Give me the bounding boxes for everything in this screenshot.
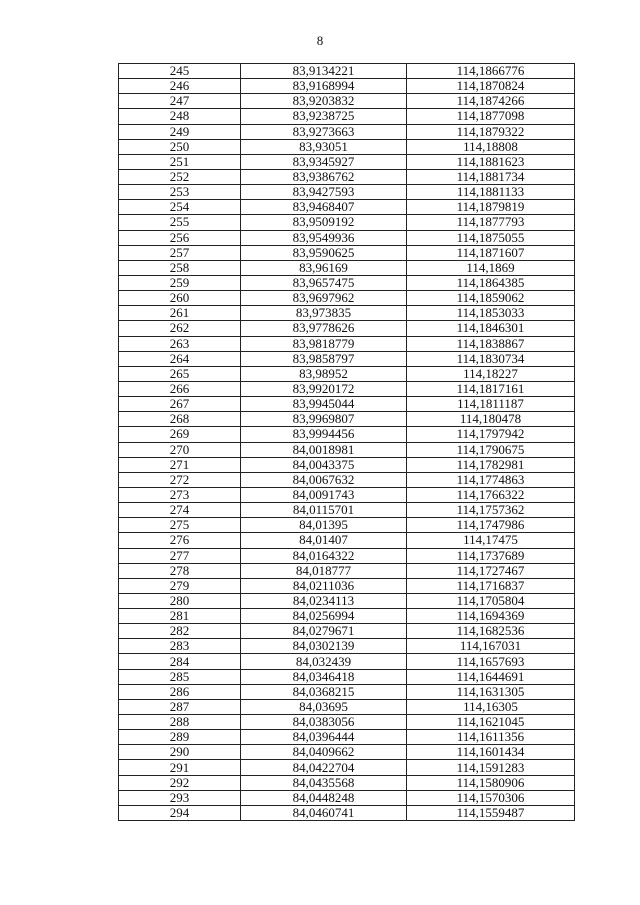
point-number-cell: 245 <box>119 64 241 79</box>
point-number-cell: 283 <box>119 639 241 654</box>
coordinate-y-cell: 114,1870824 <box>407 79 575 94</box>
point-number-cell: 277 <box>119 548 241 563</box>
point-number-cell: 266 <box>119 381 241 396</box>
coordinate-y-cell: 114,1737689 <box>407 548 575 563</box>
table-row <box>119 215 575 230</box>
table-row <box>119 563 575 578</box>
coordinate-y-cell: 114,1869 <box>407 260 575 275</box>
coordinate-y-cell: 114,1866776 <box>407 64 575 79</box>
coordinate-x-cell: 84,0368215 <box>241 684 407 699</box>
table-row <box>119 381 575 396</box>
table-row <box>119 64 575 79</box>
point-number-cell: 288 <box>119 715 241 730</box>
table-row <box>119 442 575 457</box>
coordinate-x-cell: 84,032439 <box>241 654 407 669</box>
coordinate-x-cell: 83,9920172 <box>241 381 407 396</box>
table-row <box>119 230 575 245</box>
coordinate-x-cell: 83,9945044 <box>241 397 407 412</box>
table-row <box>119 412 575 427</box>
coordinate-x-cell: 84,0448248 <box>241 790 407 805</box>
table-row <box>119 109 575 124</box>
coordinate-x-cell: 84,018777 <box>241 563 407 578</box>
coordinate-y-cell: 114,1864385 <box>407 275 575 290</box>
coordinate-x-cell: 83,9386762 <box>241 169 407 184</box>
coordinate-y-cell: 114,1774863 <box>407 472 575 487</box>
coordinate-y-cell: 114,1797942 <box>407 427 575 442</box>
coordinate-x-cell: 83,9697962 <box>241 291 407 306</box>
coordinate-y-cell: 114,1877793 <box>407 215 575 230</box>
coordinate-x-cell: 84,01395 <box>241 518 407 533</box>
table-row <box>119 94 575 109</box>
point-number-cell: 263 <box>119 336 241 351</box>
coordinate-x-cell: 84,0302139 <box>241 639 407 654</box>
coordinate-x-cell: 83,9994456 <box>241 427 407 442</box>
coordinate-x-cell: 84,0091743 <box>241 487 407 502</box>
coordinate-y-cell: 114,1757362 <box>407 503 575 518</box>
point-number-cell: 253 <box>119 185 241 200</box>
table-body <box>119 64 575 821</box>
point-number-cell: 269 <box>119 427 241 442</box>
coordinate-x-cell: 83,9238725 <box>241 109 407 124</box>
coordinate-y-cell: 114,1874266 <box>407 94 575 109</box>
table-row <box>119 306 575 321</box>
coordinate-x-cell: 84,0115701 <box>241 503 407 518</box>
table-row <box>119 291 575 306</box>
coordinate-y-cell: 114,1570306 <box>407 790 575 805</box>
coordinate-x-cell: 84,0164322 <box>241 548 407 563</box>
table-row <box>119 366 575 381</box>
table-row <box>119 805 575 820</box>
coordinate-x-cell: 83,9590625 <box>241 245 407 260</box>
coordinate-y-cell: 114,1838867 <box>407 336 575 351</box>
point-number-cell: 286 <box>119 684 241 699</box>
table-row <box>119 336 575 351</box>
coordinate-y-cell: 114,1846301 <box>407 321 575 336</box>
coordinate-x-cell: 83,9818779 <box>241 336 407 351</box>
point-number-cell: 284 <box>119 654 241 669</box>
table-row <box>119 669 575 684</box>
coordinate-x-cell: 84,0279671 <box>241 624 407 639</box>
point-number-cell: 246 <box>119 79 241 94</box>
point-number-cell: 289 <box>119 730 241 745</box>
point-number-cell: 275 <box>119 518 241 533</box>
coordinate-y-cell: 114,1830734 <box>407 351 575 366</box>
table-row <box>119 745 575 760</box>
table-row <box>119 609 575 624</box>
coordinate-x-cell: 83,9969807 <box>241 412 407 427</box>
table-row <box>119 321 575 336</box>
point-number-cell: 281 <box>119 609 241 624</box>
table-row <box>119 124 575 139</box>
table-row <box>119 260 575 275</box>
coordinate-x-cell: 84,0460741 <box>241 805 407 820</box>
point-number-cell: 278 <box>119 563 241 578</box>
coordinate-y-cell: 114,1644691 <box>407 669 575 684</box>
coordinate-y-cell: 114,1879819 <box>407 200 575 215</box>
table-row <box>119 639 575 654</box>
table-row <box>119 457 575 472</box>
coordinate-x-cell: 84,03695 <box>241 699 407 714</box>
point-number-cell: 273 <box>119 487 241 502</box>
coordinate-y-cell: 114,180478 <box>407 412 575 427</box>
coordinate-y-cell: 114,1879322 <box>407 124 575 139</box>
point-number-cell: 276 <box>119 533 241 548</box>
coordinate-x-cell: 83,96169 <box>241 260 407 275</box>
coordinate-x-cell: 83,9345927 <box>241 154 407 169</box>
table-row <box>119 169 575 184</box>
coordinate-x-cell: 84,0435568 <box>241 775 407 790</box>
coordinate-y-cell: 114,1727467 <box>407 563 575 578</box>
page-number: 8 <box>316 33 324 48</box>
table-row <box>119 533 575 548</box>
table-row <box>119 684 575 699</box>
coordinate-x-cell: 84,0422704 <box>241 760 407 775</box>
point-number-cell: 264 <box>119 351 241 366</box>
coordinate-y-cell: 114,1853033 <box>407 306 575 321</box>
coordinate-y-cell: 114,1881734 <box>407 169 575 184</box>
point-number-cell: 293 <box>119 790 241 805</box>
point-number-cell: 267 <box>119 397 241 412</box>
coordinate-x-cell: 84,0383056 <box>241 715 407 730</box>
coordinate-y-cell: 114,1657693 <box>407 654 575 669</box>
coordinate-x-cell: 83,9468407 <box>241 200 407 215</box>
point-number-cell: 258 <box>119 260 241 275</box>
coordinate-y-cell: 114,1881133 <box>407 185 575 200</box>
table-row <box>119 185 575 200</box>
coordinate-y-cell: 114,1811187 <box>407 397 575 412</box>
coordinate-x-cell: 84,0067632 <box>241 472 407 487</box>
table-row <box>119 578 575 593</box>
point-number-cell: 250 <box>119 139 241 154</box>
coordinate-y-cell: 114,1881623 <box>407 154 575 169</box>
point-number-cell: 271 <box>119 457 241 472</box>
point-number-cell: 287 <box>119 699 241 714</box>
table-row <box>119 275 575 290</box>
coordinate-y-cell: 114,1580906 <box>407 775 575 790</box>
coordinate-y-cell: 114,1621045 <box>407 715 575 730</box>
coordinate-x-cell: 83,9509192 <box>241 215 407 230</box>
table-row <box>119 624 575 639</box>
point-number-cell: 247 <box>119 94 241 109</box>
coordinate-x-cell: 84,01407 <box>241 533 407 548</box>
coordinate-y-cell: 114,1682536 <box>407 624 575 639</box>
coordinate-x-cell: 83,9134221 <box>241 64 407 79</box>
coordinate-x-cell: 83,98952 <box>241 366 407 381</box>
table-row <box>119 351 575 366</box>
point-number-cell: 291 <box>119 760 241 775</box>
point-number-cell: 274 <box>119 503 241 518</box>
point-number-cell: 256 <box>119 230 241 245</box>
table-row <box>119 472 575 487</box>
coordinate-x-cell: 84,0043375 <box>241 457 407 472</box>
point-number-cell: 260 <box>119 291 241 306</box>
coordinate-y-cell: 114,1859062 <box>407 291 575 306</box>
table-row <box>119 245 575 260</box>
point-number-cell: 257 <box>119 245 241 260</box>
point-number-cell: 292 <box>119 775 241 790</box>
coordinate-y-cell: 114,1631305 <box>407 684 575 699</box>
coordinate-x-cell: 84,0211036 <box>241 578 407 593</box>
coordinate-x-cell: 83,9168994 <box>241 79 407 94</box>
coordinate-y-cell: 114,1747986 <box>407 518 575 533</box>
coordinate-y-cell: 114,1782981 <box>407 457 575 472</box>
table-row <box>119 699 575 714</box>
point-number-cell: 249 <box>119 124 241 139</box>
point-number-cell: 255 <box>119 215 241 230</box>
table-row <box>119 200 575 215</box>
point-number-cell: 290 <box>119 745 241 760</box>
point-number-cell: 261 <box>119 306 241 321</box>
table-row <box>119 397 575 412</box>
coordinate-x-cell: 83,9657475 <box>241 275 407 290</box>
table-row <box>119 139 575 154</box>
coordinate-x-cell: 83,9427593 <box>241 185 407 200</box>
coordinate-y-cell: 114,1817161 <box>407 381 575 396</box>
point-number-cell: 270 <box>119 442 241 457</box>
coordinate-y-cell: 114,1559487 <box>407 805 575 820</box>
coordinate-x-cell: 83,9778626 <box>241 321 407 336</box>
table-row <box>119 593 575 608</box>
coordinate-y-cell: 114,1766322 <box>407 487 575 502</box>
table-row <box>119 790 575 805</box>
coordinate-x-cell: 84,0018981 <box>241 442 407 457</box>
table-row <box>119 775 575 790</box>
point-number-cell: 265 <box>119 366 241 381</box>
coordinate-y-cell: 114,17475 <box>407 533 575 548</box>
table-row <box>119 154 575 169</box>
coordinate-x-cell: 84,0396444 <box>241 730 407 745</box>
point-number-cell: 259 <box>119 275 241 290</box>
table-row <box>119 760 575 775</box>
coordinate-y-cell: 114,1875055 <box>407 230 575 245</box>
table-row <box>119 548 575 563</box>
coordinate-y-cell: 114,1705804 <box>407 593 575 608</box>
coordinate-x-cell: 84,0409662 <box>241 745 407 760</box>
coordinate-y-cell: 114,1601434 <box>407 745 575 760</box>
point-number-cell: 279 <box>119 578 241 593</box>
coordinate-y-cell: 114,1611356 <box>407 730 575 745</box>
coordinate-y-cell: 114,1591283 <box>407 760 575 775</box>
point-number-cell: 248 <box>119 109 241 124</box>
point-number-cell: 285 <box>119 669 241 684</box>
point-number-cell: 282 <box>119 624 241 639</box>
coordinate-y-cell: 114,167031 <box>407 639 575 654</box>
coordinate-x-cell: 84,0234113 <box>241 593 407 608</box>
point-number-cell: 254 <box>119 200 241 215</box>
coordinate-y-cell: 114,1694369 <box>407 609 575 624</box>
table-row <box>119 715 575 730</box>
coordinate-x-cell: 83,9203832 <box>241 94 407 109</box>
coordinate-y-cell: 114,16305 <box>407 699 575 714</box>
point-number-cell: 262 <box>119 321 241 336</box>
coordinate-x-cell: 83,9858797 <box>241 351 407 366</box>
coordinate-x-cell: 84,0346418 <box>241 669 407 684</box>
point-number-cell: 252 <box>119 169 241 184</box>
point-number-cell: 294 <box>119 805 241 820</box>
coordinate-x-cell: 83,9273663 <box>241 124 407 139</box>
table-row <box>119 79 575 94</box>
table-row <box>119 427 575 442</box>
coordinate-x-cell: 83,973835 <box>241 306 407 321</box>
table-row <box>119 730 575 745</box>
point-number-cell: 251 <box>119 154 241 169</box>
coordinate-x-cell: 83,9549936 <box>241 230 407 245</box>
coordinate-y-cell: 114,1877098 <box>407 109 575 124</box>
table-row <box>119 654 575 669</box>
coordinate-x-cell: 84,0256994 <box>241 609 407 624</box>
coordinate-x-cell: 83,93051 <box>241 139 407 154</box>
coordinate-y-cell: 114,18227 <box>407 366 575 381</box>
coordinate-y-cell: 114,18808 <box>407 139 575 154</box>
coordinate-y-cell: 114,1716837 <box>407 578 575 593</box>
table-row <box>119 503 575 518</box>
point-number-cell: 268 <box>119 412 241 427</box>
point-number-cell: 272 <box>119 472 241 487</box>
table-row <box>119 518 575 533</box>
point-number-cell: 280 <box>119 593 241 608</box>
coordinates-table <box>118 63 575 821</box>
coordinate-y-cell: 114,1790675 <box>407 442 575 457</box>
coordinate-y-cell: 114,1871607 <box>407 245 575 260</box>
table-row <box>119 487 575 502</box>
